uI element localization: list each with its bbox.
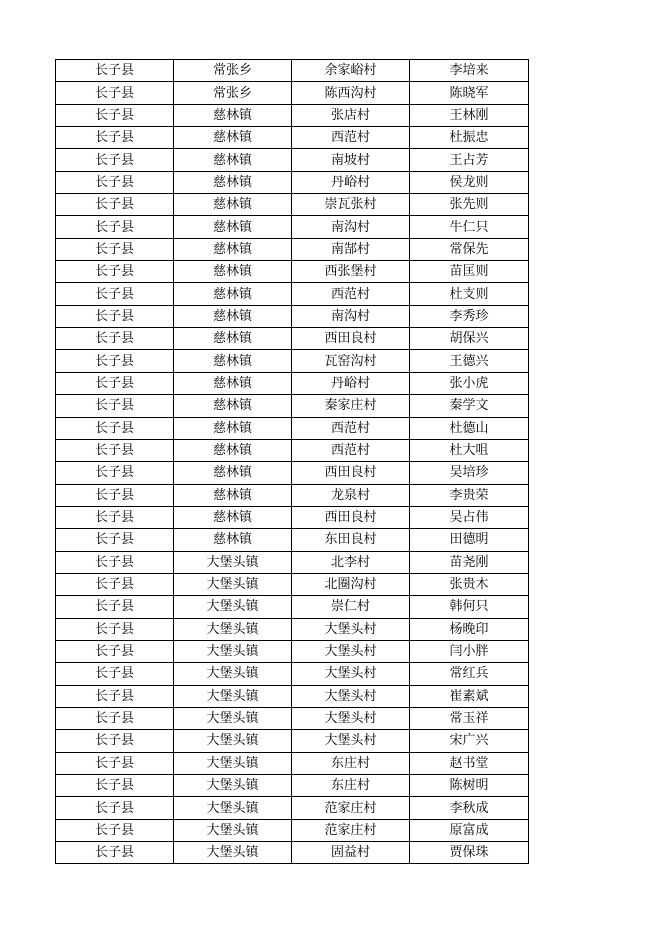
name-cell: 杜德山 <box>410 418 529 439</box>
county-cell: 长子县 <box>56 686 174 707</box>
township-cell: 慈林镇 <box>174 462 292 483</box>
county-cell: 长子县 <box>56 842 174 863</box>
name-cell: 李秀珍 <box>410 306 529 327</box>
township-cell: 慈林镇 <box>174 172 292 193</box>
table-row <box>56 686 529 708</box>
county-cell: 长子县 <box>56 507 174 528</box>
table-row <box>56 730 529 752</box>
table-row <box>56 440 529 462</box>
table-row <box>56 60 529 82</box>
village-cell: 大堡头村 <box>292 686 410 707</box>
county-cell: 长子县 <box>56 239 174 260</box>
name-cell: 常保先 <box>410 239 529 260</box>
township-cell: 大堡头镇 <box>174 686 292 707</box>
village-cell: 南沟村 <box>292 216 410 237</box>
name-cell: 苗匡则 <box>410 261 529 282</box>
name-cell: 常玉祥 <box>410 708 529 729</box>
village-cell: 东庄村 <box>292 753 410 774</box>
township-cell: 慈林镇 <box>174 261 292 282</box>
table-row <box>56 105 529 127</box>
township-cell: 慈林镇 <box>174 283 292 304</box>
village-cell: 大堡头村 <box>292 663 410 684</box>
county-cell: 长子县 <box>56 596 174 617</box>
township-cell: 慈林镇 <box>174 373 292 394</box>
county-cell: 长子县 <box>56 797 174 818</box>
township-cell: 慈林镇 <box>174 216 292 237</box>
table-row <box>56 194 529 216</box>
name-cell: 赵书堂 <box>410 753 529 774</box>
table-row <box>56 842 529 864</box>
village-cell: 西田良村 <box>292 507 410 528</box>
name-cell: 吴培珍 <box>410 462 529 483</box>
county-cell: 长子县 <box>56 194 174 215</box>
table-row <box>56 127 529 149</box>
county-cell: 长子县 <box>56 328 174 349</box>
village-cell: 大堡头村 <box>292 641 410 662</box>
name-cell: 李贵荣 <box>410 485 529 506</box>
county-cell: 长子县 <box>56 283 174 304</box>
village-cell: 大堡头村 <box>292 730 410 751</box>
name-cell: 田德明 <box>410 529 529 550</box>
village-cell: 北李村 <box>292 552 410 573</box>
name-cell: 李培来 <box>410 60 529 81</box>
table-row <box>56 529 529 551</box>
township-cell: 慈林镇 <box>174 440 292 461</box>
county-cell: 长子县 <box>56 641 174 662</box>
county-cell: 长子县 <box>56 395 174 416</box>
name-cell: 王林刚 <box>410 105 529 126</box>
village-cell: 南郜村 <box>292 239 410 260</box>
village-cell: 秦家庄村 <box>292 395 410 416</box>
village-cell: 瓦窑沟村 <box>292 350 410 371</box>
name-cell: 常红兵 <box>410 663 529 684</box>
township-cell: 慈林镇 <box>174 395 292 416</box>
village-cell: 大堡头村 <box>292 708 410 729</box>
table-row <box>56 663 529 685</box>
name-cell: 苗尧刚 <box>410 552 529 573</box>
county-cell: 长子县 <box>56 105 174 126</box>
table-row <box>56 350 529 372</box>
township-cell: 常张乡 <box>174 60 292 81</box>
township-cell: 大堡头镇 <box>174 619 292 640</box>
township-cell: 大堡头镇 <box>174 820 292 841</box>
township-cell: 大堡头镇 <box>174 552 292 573</box>
county-cell: 长子县 <box>56 529 174 550</box>
township-cell: 慈林镇 <box>174 149 292 170</box>
county-cell: 长子县 <box>56 462 174 483</box>
county-cell: 长子县 <box>56 350 174 371</box>
name-cell: 杜支则 <box>410 283 529 304</box>
name-cell: 李秋成 <box>410 797 529 818</box>
village-cell: 龙泉村 <box>292 485 410 506</box>
township-cell: 慈林镇 <box>174 239 292 260</box>
name-cell: 崔素斌 <box>410 686 529 707</box>
table-row <box>56 552 529 574</box>
township-cell: 慈林镇 <box>174 194 292 215</box>
table-row <box>56 395 529 417</box>
village-cell: 西范村 <box>292 418 410 439</box>
township-cell: 常张乡 <box>174 82 292 103</box>
county-cell: 长子县 <box>56 730 174 751</box>
township-cell: 慈林镇 <box>174 127 292 148</box>
county-cell: 长子县 <box>56 306 174 327</box>
county-cell: 长子县 <box>56 373 174 394</box>
table-row <box>56 485 529 507</box>
county-cell: 长子县 <box>56 663 174 684</box>
name-cell: 杜振忠 <box>410 127 529 148</box>
township-cell: 大堡头镇 <box>174 708 292 729</box>
table-row <box>56 462 529 484</box>
township-cell: 慈林镇 <box>174 306 292 327</box>
village-cell: 南坡村 <box>292 149 410 170</box>
county-cell: 长子县 <box>56 216 174 237</box>
village-cell: 余家峪村 <box>292 60 410 81</box>
county-cell: 长子县 <box>56 127 174 148</box>
name-cell: 贾保珠 <box>410 842 529 863</box>
township-cell: 大堡头镇 <box>174 596 292 617</box>
village-cell: 西张堡村 <box>292 261 410 282</box>
village-cell: 西范村 <box>292 127 410 148</box>
table-row <box>56 306 529 328</box>
name-cell: 侯龙则 <box>410 172 529 193</box>
village-cell: 张店村 <box>292 105 410 126</box>
village-cell: 西田良村 <box>292 462 410 483</box>
village-cell: 西范村 <box>292 283 410 304</box>
township-cell: 大堡头镇 <box>174 842 292 863</box>
village-cell: 范家庄村 <box>292 797 410 818</box>
township-cell: 大堡头镇 <box>174 775 292 796</box>
village-cell: 崇仁村 <box>292 596 410 617</box>
village-cell: 南沟村 <box>292 306 410 327</box>
county-cell: 长子县 <box>56 820 174 841</box>
village-cell: 北圈沟村 <box>292 574 410 595</box>
name-cell: 秦学文 <box>410 395 529 416</box>
name-cell: 闫小胖 <box>410 641 529 662</box>
county-cell: 长子县 <box>56 753 174 774</box>
township-cell: 慈林镇 <box>174 328 292 349</box>
county-cell: 长子县 <box>56 60 174 81</box>
village-cell: 西范村 <box>292 440 410 461</box>
county-cell: 长子县 <box>56 440 174 461</box>
name-cell: 陈树明 <box>410 775 529 796</box>
data-table <box>55 59 529 864</box>
name-cell: 张贵木 <box>410 574 529 595</box>
table-row <box>56 574 529 596</box>
name-cell: 杜大咀 <box>410 440 529 461</box>
township-cell: 大堡头镇 <box>174 753 292 774</box>
county-cell: 长子县 <box>56 708 174 729</box>
county-cell: 长子县 <box>56 775 174 796</box>
table-row <box>56 507 529 529</box>
name-cell: 陈晓军 <box>410 82 529 103</box>
county-cell: 长子县 <box>56 619 174 640</box>
table-row <box>56 418 529 440</box>
name-cell: 胡保兴 <box>410 328 529 349</box>
table-row <box>56 708 529 730</box>
table-row <box>56 641 529 663</box>
township-cell: 慈林镇 <box>174 507 292 528</box>
village-cell: 范家庄村 <box>292 820 410 841</box>
name-cell: 宋广兴 <box>410 730 529 751</box>
county-cell: 长子县 <box>56 485 174 506</box>
table-row <box>56 753 529 775</box>
village-cell: 东田良村 <box>292 529 410 550</box>
village-cell: 崇瓦张村 <box>292 194 410 215</box>
county-cell: 长子县 <box>56 552 174 573</box>
county-cell: 长子县 <box>56 418 174 439</box>
table-row <box>56 820 529 842</box>
name-cell: 张小虎 <box>410 373 529 394</box>
township-cell: 大堡头镇 <box>174 574 292 595</box>
township-cell: 大堡头镇 <box>174 730 292 751</box>
table-row <box>56 261 529 283</box>
township-cell: 慈林镇 <box>174 485 292 506</box>
table-row <box>56 172 529 194</box>
county-cell: 长子县 <box>56 172 174 193</box>
table-row <box>56 373 529 395</box>
village-cell: 东庄村 <box>292 775 410 796</box>
name-cell: 牛仁只 <box>410 216 529 237</box>
township-cell: 慈林镇 <box>174 105 292 126</box>
county-cell: 长子县 <box>56 82 174 103</box>
name-cell: 原富成 <box>410 820 529 841</box>
table-row <box>56 328 529 350</box>
name-cell: 杨晚印 <box>410 619 529 640</box>
table-row <box>56 216 529 238</box>
township-cell: 大堡头镇 <box>174 797 292 818</box>
table-row <box>56 797 529 819</box>
township-cell: 大堡头镇 <box>174 663 292 684</box>
name-cell: 王占芳 <box>410 149 529 170</box>
village-cell: 西田良村 <box>292 328 410 349</box>
township-cell: 慈林镇 <box>174 529 292 550</box>
village-cell: 陈西沟村 <box>292 82 410 103</box>
table-row <box>56 149 529 171</box>
name-cell: 韩何只 <box>410 596 529 617</box>
township-cell: 大堡头镇 <box>174 641 292 662</box>
table-row <box>56 82 529 104</box>
county-cell: 长子县 <box>56 261 174 282</box>
name-cell: 吴占伟 <box>410 507 529 528</box>
township-cell: 慈林镇 <box>174 418 292 439</box>
name-cell: 张先则 <box>410 194 529 215</box>
township-cell: 慈林镇 <box>174 350 292 371</box>
village-cell: 丹峪村 <box>292 172 410 193</box>
table-row <box>56 775 529 797</box>
village-cell: 大堡头村 <box>292 619 410 640</box>
table-row <box>56 619 529 641</box>
village-cell: 丹峪村 <box>292 373 410 394</box>
table-row <box>56 239 529 261</box>
table-row <box>56 596 529 618</box>
village-cell: 固益村 <box>292 842 410 863</box>
county-cell: 长子县 <box>56 574 174 595</box>
name-cell: 王德兴 <box>410 350 529 371</box>
table-row <box>56 283 529 305</box>
county-cell: 长子县 <box>56 149 174 170</box>
